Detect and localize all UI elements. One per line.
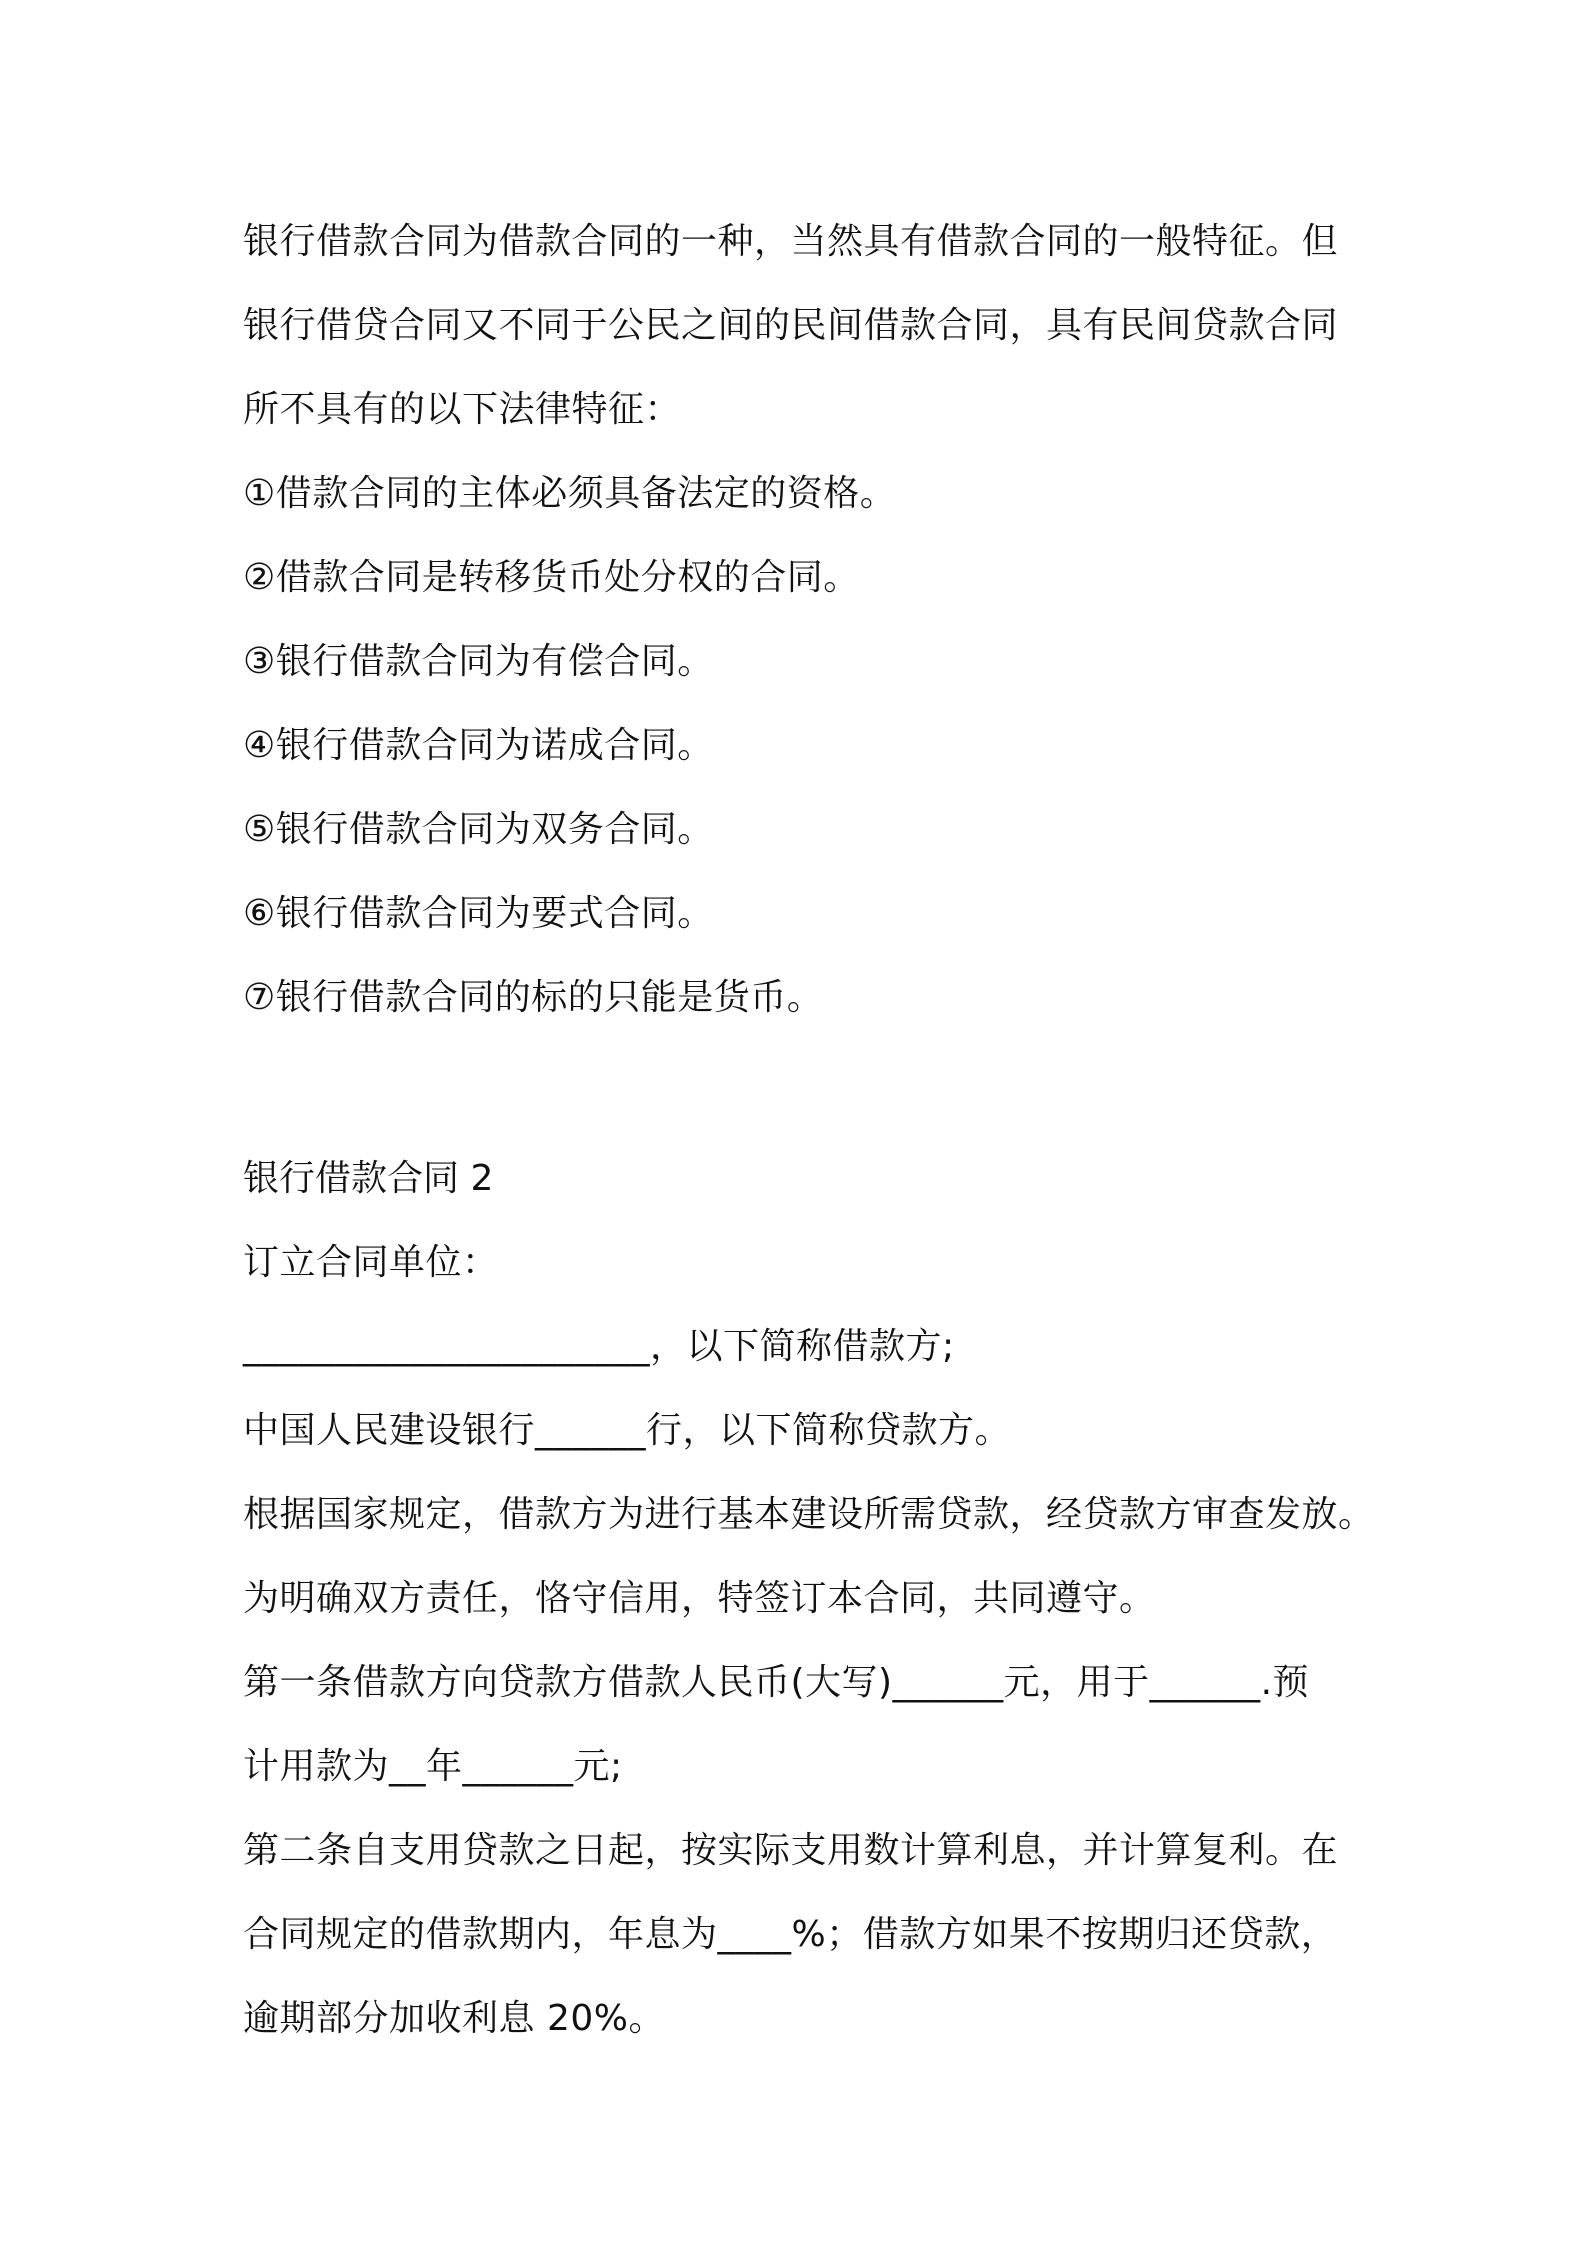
intro-line: 银行借款合同为借款合同的一种，当然具有借款合同的一般特征。但 (243, 221, 1339, 262)
feature-item: ③银行借款合同为有偿合同。 (243, 641, 714, 682)
contract-line: 根据国家规定，借款方为进行基本建设所需贷款，经贷款方审查发放。 (243, 1494, 1375, 1535)
feature-item: ①借款合同的主体必须具备法定的资格。 (243, 473, 897, 514)
contract-line: ______________________，以下简称借款方; (243, 1326, 955, 1367)
intro-line: 所不具有的以下法律特征： (243, 389, 682, 430)
feature-item: ⑤银行借款合同为双务合同。 (243, 809, 714, 850)
contract-line: 逾期部分加收利息 20%。 (243, 1998, 665, 2039)
contract-line: 为明确双方责任，恪守信用，特签订本合同，共同遵守。 (243, 1578, 1156, 1619)
contract-title: 银行借款合同 2 (243, 1158, 494, 1199)
feature-item: ④银行借款合同为诺成合同。 (243, 725, 714, 766)
contract-line: 第一条借款方向贷款方借款人民币(大写)______元，用于______.预 (243, 1662, 1310, 1703)
feature-item: ⑥银行借款合同为要式合同。 (243, 893, 714, 934)
intro-line: 银行借贷合同又不同于公民之间的民间借款合同，具有民间贷款合同 (243, 305, 1339, 346)
contract-line: 第二条自支用贷款之日起，按实际支用数计算利息，并计算复利。在 (243, 1830, 1339, 1871)
contract-line: 订立合同单位： (243, 1242, 499, 1283)
contract-line: 中国人民建设银行______行，以下简称贷款方。 (243, 1410, 1012, 1451)
feature-item: ⑦银行借款合同的标的只能是货币。 (243, 977, 824, 1018)
section-gap (243, 1040, 1363, 1137)
contract-line: 合同规定的借款期内，年息为____%；借款方如果不按期归还贷款， (243, 1914, 1338, 1955)
document-body (243, 200, 1375, 2061)
contract-line: 计用款为__年______元; (243, 1746, 623, 1787)
feature-item: ②借款合同是转移货币处分权的合同。 (243, 557, 860, 598)
